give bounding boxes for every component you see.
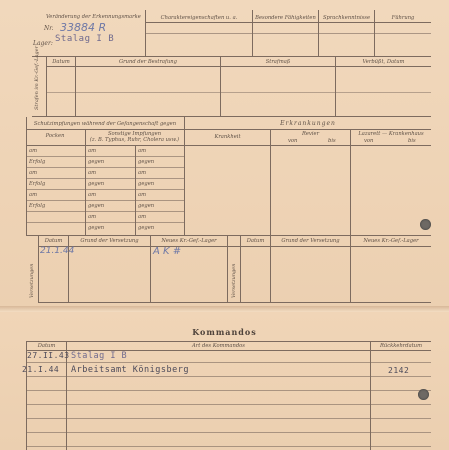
- divider: [32, 116, 431, 117]
- impfungen-title: Schutzimpfungen während der Gefangenschaft gegen: [33, 121, 177, 127]
- divider: [26, 418, 431, 419]
- divider: [38, 235, 431, 236]
- komm-col-art: Art des Kommandos: [192, 343, 245, 349]
- divider: [350, 235, 351, 302]
- divider: [46, 92, 431, 93]
- divider: [26, 222, 184, 223]
- label-faehigkeiten: Besondere Fähigkeiten: [255, 15, 316, 21]
- vers-col-grund-2: Grund der Versetzung: [281, 238, 340, 244]
- label-lager: Lager:: [33, 40, 53, 47]
- impf-cell: gegen: [88, 181, 105, 187]
- col-revier-bis: bis: [328, 138, 336, 144]
- col-sonstige-sub: (z. B. Typhus, Ruhr, Cholera usw.): [89, 137, 180, 143]
- label-versetzungen-side-left: Versetzungen: [29, 263, 35, 298]
- label-fuehrung: Führung: [391, 15, 415, 21]
- impf-cell: am: [88, 170, 97, 176]
- impf-cell: gegen: [138, 203, 155, 209]
- impf-cell: am: [29, 192, 38, 198]
- komm-row-art: Arbeitsamt Königsberg: [71, 365, 189, 375]
- divider: [26, 189, 184, 190]
- divider: [184, 145, 431, 146]
- divider: [270, 235, 271, 302]
- col-strafmass: Strafmaß: [265, 59, 291, 65]
- divider: [26, 376, 431, 377]
- nr-value: 33884 R: [60, 21, 107, 34]
- impf-cell: am: [29, 170, 38, 176]
- divider: [220, 56, 221, 116]
- label-strafen-side: Strafen im Kr.-Gef.-Lager: [34, 46, 40, 110]
- divider: [335, 56, 336, 116]
- impf-cell: am: [138, 192, 147, 198]
- punch-hole: [420, 219, 431, 230]
- col-lazarett-von: von: [364, 138, 374, 144]
- impf-cell: gegen: [138, 159, 155, 165]
- impf-cell: am: [138, 170, 147, 176]
- impf-cell: am: [138, 148, 147, 154]
- col-lazarett: Lazarett — Krankenhaus: [358, 131, 424, 137]
- vers-col-lager-2: Neues Kr.-Gef.-Lager: [363, 238, 419, 244]
- impf-cell: gegen: [138, 225, 155, 231]
- label-charakter: Charaktereigenschaften u. a.: [160, 15, 238, 21]
- vers-col-datum-2: Datum: [246, 238, 265, 244]
- impf-cell: am: [88, 214, 97, 220]
- col-grund-bestrafung: Grund der Bestrafung: [119, 59, 177, 65]
- divider: [46, 66, 431, 67]
- divider: [227, 235, 228, 302]
- divider: [370, 341, 371, 450]
- divider: [85, 129, 86, 235]
- col-sonstige: Sonstige Impfungen: [107, 131, 162, 137]
- vers-entry-date: 21.1.44: [40, 246, 75, 256]
- erkrankungen-title: Erkrankungen: [280, 120, 336, 127]
- divider: [26, 404, 431, 405]
- komm-row-art: Stalag I B: [71, 351, 128, 361]
- komm-row-date: 21.I.44: [22, 365, 60, 374]
- divider: [145, 22, 431, 23]
- impf-cell: Erfolg: [29, 203, 46, 209]
- divider: [26, 178, 184, 179]
- divider: [38, 235, 39, 302]
- col-revier: Revier: [301, 131, 320, 137]
- vers-col-lager: Neues Kr.-Gef.-Lager: [161, 238, 217, 244]
- col-datum: Datum: [52, 59, 70, 65]
- divider: [26, 446, 431, 447]
- divider: [38, 246, 431, 247]
- divider: [240, 235, 241, 302]
- divider: [26, 362, 431, 363]
- punch-hole: [418, 389, 429, 400]
- komm-col-datum: Datum: [37, 343, 56, 349]
- impf-cell: am: [88, 148, 97, 154]
- impf-cell: gegen: [88, 225, 105, 231]
- divider: [26, 145, 184, 146]
- impf-cell: gegen: [88, 159, 105, 165]
- divider: [26, 167, 184, 168]
- col-pocken: Pocken: [45, 133, 65, 139]
- impf-cell: am: [138, 214, 147, 220]
- divider: [38, 302, 431, 303]
- vers-entry-lager: A K #: [153, 246, 182, 257]
- col-verbuesst: Verbüßt, Datum: [362, 59, 405, 65]
- label-veraenderung: Veränderung der Erkennungsmarke: [46, 14, 141, 20]
- impf-cell: Erfolg: [29, 159, 46, 165]
- komm-row-date: 27.II.43: [27, 351, 70, 360]
- label-nr: Nr.: [44, 25, 54, 32]
- col-revier-von: von: [288, 138, 298, 144]
- impf-cell: am: [88, 192, 97, 198]
- vers-col-datum: Datum: [44, 238, 63, 244]
- impf-cell: am: [29, 148, 38, 154]
- col-lazarett-bis: bis: [408, 138, 416, 144]
- komm-row-rueck: 2142: [388, 366, 410, 375]
- divider: [26, 156, 184, 157]
- lager-value: Stalag I B: [55, 34, 115, 44]
- divider: [26, 129, 184, 130]
- impf-cell: gegen: [138, 181, 155, 187]
- impf-cell: gegen: [88, 203, 105, 209]
- divider: [145, 33, 431, 34]
- vers-col-grund: Grund der Versetzung: [80, 238, 139, 244]
- divider: [46, 56, 47, 116]
- divider: [26, 211, 184, 212]
- divider: [184, 129, 431, 130]
- komm-col-rueckkehr: Rückkehrdatum: [379, 343, 423, 349]
- label-sprachkenntnisse: Sprachkenntnisse: [322, 15, 371, 21]
- divider: [75, 56, 76, 116]
- kommandos-title: Kommandos: [192, 327, 257, 337]
- divider: [150, 235, 151, 302]
- label-versetzungen-side-right: Versetzungen: [231, 263, 237, 298]
- divider: [26, 117, 27, 235]
- impf-cell: Erfolg: [29, 181, 46, 187]
- divider: [26, 432, 431, 433]
- divider: [26, 390, 431, 391]
- divider: [32, 56, 431, 57]
- col-krankheit: Krankheit: [214, 134, 241, 140]
- divider: [26, 200, 184, 201]
